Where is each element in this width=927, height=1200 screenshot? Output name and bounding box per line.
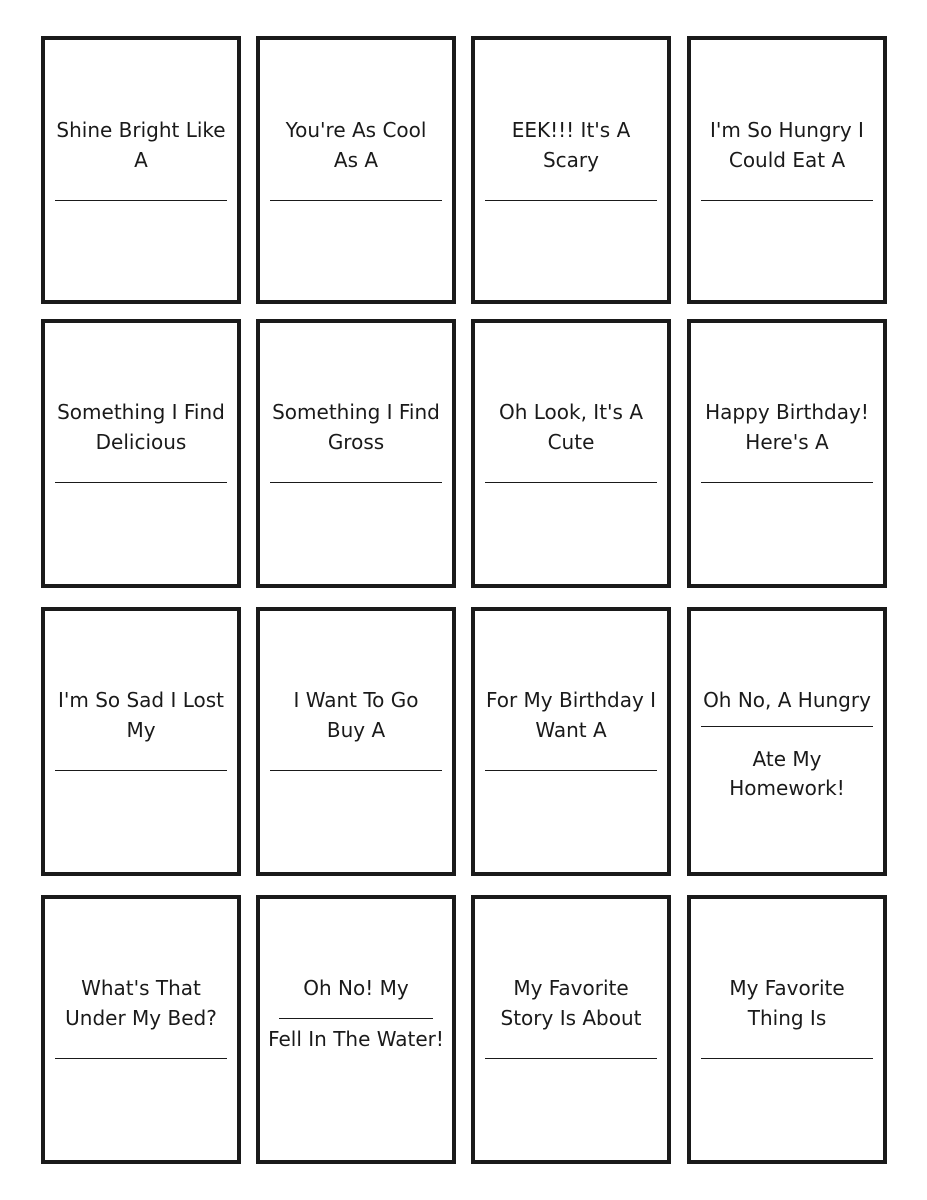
card-text-line: Homework! <box>729 776 845 800</box>
card-text-line: Story Is About <box>500 1005 642 1030</box>
fill-in-blank <box>701 200 873 201</box>
fill-in-blank <box>270 200 442 201</box>
card-text-line: For My Birthday I <box>485 688 657 712</box>
fill-in-blank <box>701 1058 873 1059</box>
prompt-card <box>256 607 456 876</box>
prompt-card <box>471 319 671 588</box>
prompt-card <box>41 319 241 588</box>
fill-in-blank <box>270 482 442 483</box>
prompt-card <box>41 36 241 304</box>
card-text-line: Under My Bed? <box>65 1005 217 1030</box>
card-text-line: Happy Birthday! <box>705 400 869 424</box>
prompt-card <box>256 36 456 304</box>
card-text-line: As A <box>333 147 379 172</box>
card-text-line: Delicious <box>95 429 187 454</box>
card-text-line: Fell In The Water! <box>268 1026 444 1051</box>
card-text-line: I'm So Hungry I <box>710 118 864 142</box>
card-text-line: EEK!!! It's A <box>511 118 631 142</box>
card-text-line: Buy A <box>326 717 386 742</box>
card-text-line: Scary <box>542 147 599 172</box>
card-text-line: Want A <box>535 717 607 742</box>
card-text-line: Something I Find <box>272 400 440 424</box>
card-text-line: You're As Cool <box>285 118 427 142</box>
card-text-line: My Favorite <box>513 976 629 1000</box>
card-text-line: I Want To Go <box>293 688 419 712</box>
fill-in-blank <box>55 482 227 483</box>
fill-in-blank <box>485 200 657 201</box>
card-text-line: I'm So Sad I Lost <box>57 688 225 712</box>
prompt-card <box>687 36 887 304</box>
fill-in-blank <box>279 1018 433 1019</box>
card-text-line: Ate My <box>752 746 822 771</box>
prompt-card <box>256 895 456 1164</box>
fill-in-blank <box>55 770 227 771</box>
fill-in-blank <box>701 482 873 483</box>
prompt-card <box>471 36 671 304</box>
card-text-line: Gross <box>327 429 385 454</box>
prompt-card <box>687 319 887 588</box>
fill-in-blank <box>485 1058 657 1059</box>
fill-in-blank <box>485 770 657 771</box>
prompt-card <box>41 607 241 876</box>
card-text-line: Oh Look, It's A <box>498 400 644 424</box>
card-text-line: Oh No, A Hungry <box>703 688 871 712</box>
fill-in-blank <box>270 770 442 771</box>
card-text-line: My Favorite <box>729 976 845 1000</box>
fill-in-blank <box>701 726 873 727</box>
prompt-card <box>256 319 456 588</box>
card-text-line: Here's A <box>745 429 829 454</box>
prompt-card <box>471 607 671 876</box>
card-text-line: Something I Find <box>57 400 225 424</box>
card-text-line: A <box>134 147 148 172</box>
card-text-line: Could Eat A <box>728 147 846 172</box>
fill-in-blank <box>485 482 657 483</box>
prompt-card <box>41 895 241 1164</box>
card-text-line: Cute <box>547 429 595 454</box>
card-text-line: Shine Bright Like <box>56 118 226 142</box>
fill-in-blank <box>55 1058 227 1059</box>
card-text-line: Oh No! My <box>303 976 409 1000</box>
card-text-line: What's That <box>81 976 201 1000</box>
prompt-card <box>687 895 887 1164</box>
card-text-line: Thing Is <box>747 1005 827 1030</box>
prompt-card <box>687 607 887 876</box>
card-text-line: My <box>126 717 156 742</box>
prompt-card <box>471 895 671 1164</box>
fill-in-blank <box>55 200 227 201</box>
